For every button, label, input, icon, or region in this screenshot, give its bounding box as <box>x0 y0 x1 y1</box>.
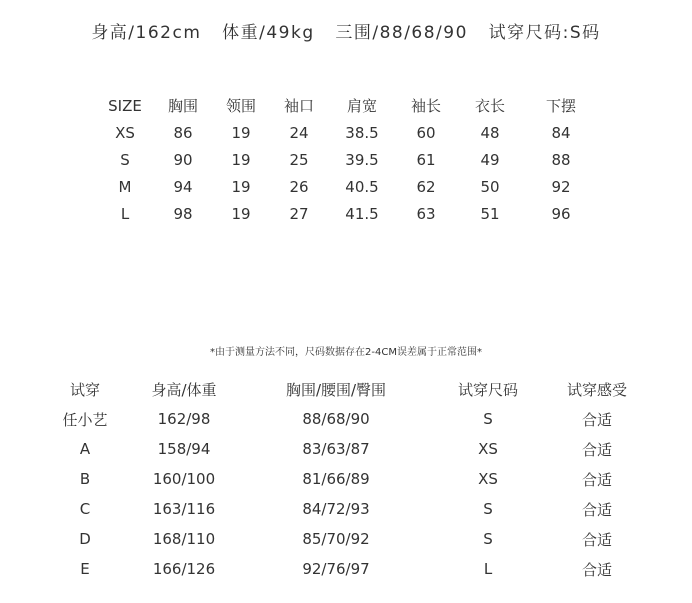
table-cell: 92/76/97 <box>302 560 370 578</box>
size-tried-col-header: 试穿尺码 <box>457 380 518 399</box>
table-cell: L <box>483 560 493 578</box>
table-row <box>30 404 662 434</box>
table-cell: 合适 <box>581 560 612 579</box>
table-cell: 48 <box>480 123 500 142</box>
table-cell: 62 <box>416 177 436 196</box>
table-row <box>96 200 598 227</box>
table-cell: L <box>120 204 130 223</box>
fit-test-table <box>30 374 662 584</box>
model-info-line <box>0 18 692 43</box>
table-cell: 166/126 <box>152 560 216 578</box>
table-cell: 19 <box>231 177 251 196</box>
table-cell: XS <box>478 440 498 458</box>
table-cell: 163/116 <box>152 500 216 518</box>
fit-feel-col-header: 试穿感受 <box>566 380 627 399</box>
sleeve-col-header: 袖长 <box>410 97 441 115</box>
table-row <box>30 554 662 584</box>
table-row <box>30 464 662 494</box>
table-cell: 38.5 <box>345 123 379 142</box>
table-cell: 51 <box>480 204 500 223</box>
table-cell: 84/72/93 <box>302 500 370 518</box>
tester-col-header: 试穿 <box>69 380 100 399</box>
table-cell: 162/98 <box>157 410 211 428</box>
table-row <box>30 524 662 554</box>
table-cell: 合适 <box>581 470 612 489</box>
table-row <box>30 494 662 524</box>
table-cell: 26 <box>289 177 309 196</box>
model-size-tried: 试穿尺码:S码 <box>488 23 601 43</box>
height-weight-col-header: 身高/体重 <box>151 380 217 399</box>
table-cell: 61 <box>416 150 436 169</box>
table-cell: 19 <box>231 204 251 223</box>
fit-test-header-row <box>30 374 662 404</box>
table-cell: 27 <box>289 204 309 223</box>
table-cell: S <box>483 500 493 518</box>
length-col-header: 衣长 <box>474 97 505 115</box>
table-cell: E <box>80 560 90 578</box>
table-cell: 39.5 <box>345 150 379 169</box>
table-row <box>96 146 598 173</box>
model-measurements: 三围/88/68/90 <box>335 23 468 43</box>
table-cell: 96 <box>551 204 571 223</box>
table-cell: A <box>79 440 91 458</box>
table-cell: XS <box>115 123 135 142</box>
table-row <box>96 119 598 146</box>
table-cell: 合适 <box>581 440 612 459</box>
collar-col-header: 领围 <box>225 97 256 115</box>
model-height: 身高/162cm <box>91 23 202 43</box>
measurement-note: *由于测量方法不同，尺码数据存在2-4CM误差属于正常范围* <box>210 347 482 358</box>
table-cell: C <box>79 500 91 518</box>
table-cell: 92 <box>551 177 571 196</box>
table-cell: 86 <box>173 123 193 142</box>
table-cell: 90 <box>173 150 193 169</box>
table-cell: 49 <box>480 150 500 169</box>
table-cell: 24 <box>289 123 309 142</box>
size-chart-header-row <box>96 92 598 119</box>
table-row <box>30 434 662 464</box>
table-cell: XS <box>478 470 498 488</box>
shoulder-col-header: 肩宽 <box>346 97 377 115</box>
bwh-col-header: 胸围/腰围/臀围 <box>285 380 387 399</box>
table-cell: 60 <box>416 123 436 142</box>
table-cell: D <box>79 530 91 548</box>
table-cell: 41.5 <box>345 204 379 223</box>
table-cell: 84 <box>551 123 571 142</box>
table-cell: 合适 <box>581 530 612 549</box>
table-cell: 合适 <box>581 500 612 519</box>
table-cell: 合适 <box>581 410 612 429</box>
table-cell: 25 <box>289 150 309 169</box>
table-cell: 168/110 <box>152 530 216 548</box>
chest-col-header: 胸围 <box>167 97 198 115</box>
table-cell: 81/66/89 <box>302 470 370 488</box>
table-cell: 50 <box>480 177 500 196</box>
table-cell: 158/94 <box>157 440 211 458</box>
size-chart-table <box>96 92 598 227</box>
hem-col-header: 下摆 <box>545 97 576 115</box>
table-cell: 83/63/87 <box>302 440 370 458</box>
table-row <box>96 173 598 200</box>
model-weight: 体重/49kg <box>222 23 315 43</box>
table-cell: M <box>118 177 132 196</box>
table-cell: 88/68/90 <box>302 410 370 428</box>
table-cell: 94 <box>173 177 193 196</box>
size-col-header: SIZE <box>108 96 142 115</box>
table-cell: S <box>120 150 130 169</box>
table-cell: 98 <box>173 204 193 223</box>
table-cell: 63 <box>416 204 436 223</box>
table-cell: S <box>483 530 493 548</box>
table-cell: 85/70/92 <box>302 530 370 548</box>
cuff-col-header: 袖口 <box>283 97 314 115</box>
table-cell: 19 <box>231 150 251 169</box>
table-cell: 40.5 <box>345 177 379 196</box>
table-cell: 160/100 <box>152 470 216 488</box>
table-cell: 88 <box>551 150 571 169</box>
table-cell: S <box>483 410 493 428</box>
table-cell: B <box>79 470 91 488</box>
table-cell: 19 <box>231 123 251 142</box>
table-cell: 任小艺 <box>62 410 108 429</box>
